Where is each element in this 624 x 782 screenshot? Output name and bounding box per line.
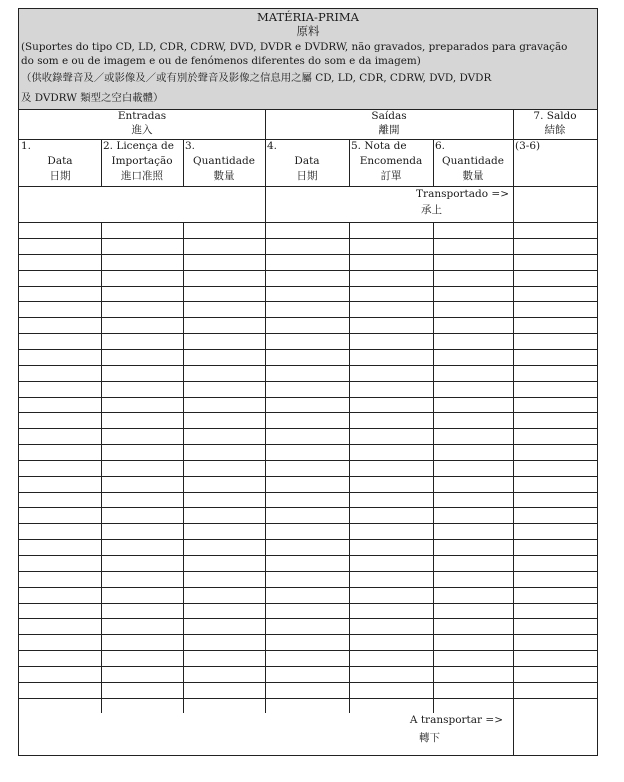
ledger-row-line: [19, 492, 597, 493]
ledger-row-line: [19, 682, 597, 683]
group-saldo-pt: 7. Saldo: [533, 110, 577, 122]
description-zh-line-1: （供收錄聲音及／或影像及／或有別於聲音及影像之信息用之屬 CD, LD, CDR, CDRW, DVD, DVDR: [21, 72, 492, 84]
column-1-label-zh: 日期: [49, 170, 71, 182]
description-pt-line-2: do som e ou de imagem e ou de fenómenos diferentes do som e da imagem): [21, 55, 421, 67]
ledger-row-line: [19, 539, 597, 540]
ledger-row-line: [19, 270, 597, 271]
form-title-pt: MATÉRIA-PRIMA: [257, 10, 359, 24]
ledger-row-line: [19, 254, 597, 255]
group-saldo-zh: 結餘: [544, 124, 566, 136]
column-divider-line: [349, 139, 350, 186]
header-bottom-line: [19, 186, 597, 187]
column-divider-line: [433, 222, 434, 713]
transportado-row-line: [19, 222, 597, 223]
a-transportar-label-pt: A transportar =>: [409, 714, 503, 726]
group-saidas-pt: Saídas: [371, 110, 407, 122]
ledger-row-line: [19, 349, 597, 350]
ledger-row-line: [19, 571, 597, 572]
group-entradas-zh: 進入: [131, 124, 153, 136]
ledger-row-line: [19, 428, 597, 429]
column-divider-line: [433, 139, 434, 186]
column-divider-line: [513, 109, 514, 756]
stock-ledger-form: [18, 8, 598, 756]
ledger-row-line: [19, 365, 597, 366]
column-3-label-pt: Quantidade: [193, 155, 255, 167]
ledger-row-line: [19, 618, 597, 619]
group-entradas-pt: Entradas: [117, 110, 167, 122]
ledger-row-line: [19, 333, 597, 334]
column-2-label-zh: 進口准照: [121, 170, 163, 182]
header-divider-line: [19, 139, 597, 140]
ledger-row-line: [19, 381, 597, 382]
ledger-row-line: [19, 317, 597, 318]
column-2-number: 2. Licença de: [103, 140, 174, 152]
ledger-row-line: [19, 523, 597, 524]
column-5-number: 5. Nota de: [351, 140, 407, 152]
ledger-row-line: [19, 666, 597, 667]
ledger-row-line: [19, 634, 597, 635]
group-saidas-zh: 離開: [378, 124, 400, 136]
ledger-row-line: [19, 460, 597, 461]
ledger-row-line: [19, 507, 597, 508]
column-divider-line: [101, 139, 102, 186]
form-header: [19, 9, 597, 110]
ledger-row-line: [19, 555, 597, 556]
transportado-label-pt: Transportado =>: [416, 188, 509, 200]
column-6-number: 6.: [435, 140, 446, 152]
column-divider-line: [265, 109, 266, 713]
column-3-number: 3.: [185, 140, 196, 152]
column-1-number: 1.: [21, 140, 32, 152]
a-transportar-label-zh: 轉下: [419, 732, 440, 744]
ledger-row-line: [19, 301, 597, 302]
column-divider-line: [183, 139, 184, 186]
column-4-number: 4.: [267, 140, 278, 152]
ledger-row-line: [19, 397, 597, 398]
column-6-label-zh: 數量: [462, 170, 484, 182]
ledger-row-line: [19, 650, 597, 651]
column-3-label-zh: 數量: [213, 170, 235, 182]
form-title-zh: 原料: [296, 24, 320, 38]
column-5-label-zh: 訂單: [380, 170, 402, 182]
column-divider-line: [183, 222, 184, 713]
column-4-label-zh: 日期: [296, 170, 318, 182]
ledger-row-line: [19, 444, 597, 445]
ledger-row-line: [19, 698, 597, 699]
column-2-label-pt: Importação: [111, 155, 173, 167]
ledger-row-line: [19, 603, 597, 604]
ledger-row-line: [19, 238, 597, 239]
column-divider-line: [349, 222, 350, 713]
column-6-label-pt: Quantidade: [442, 155, 504, 167]
ledger-row-line: [19, 476, 597, 477]
description-zh-line-2: 及 DVDRW 類型之空白載體）: [21, 92, 164, 104]
ledger-row-line: [19, 286, 597, 287]
column-divider-line: [101, 222, 102, 713]
column-5-label-pt: Encomenda: [359, 155, 423, 167]
transportado-label-zh: 承上: [421, 204, 442, 216]
ledger-row-line: [19, 412, 597, 413]
ledger-row-line: [19, 587, 597, 588]
column-7-formula: (3-6): [515, 140, 541, 152]
column-4-label-pt: Data: [294, 155, 320, 167]
description-pt-line-1: (Suportes do tipo CD, LD, CDR, CDRW, DVD, DVDR e DVDRW, não gravados, preparados para gravação: [21, 41, 568, 53]
column-1-label-pt: Data: [47, 155, 73, 167]
